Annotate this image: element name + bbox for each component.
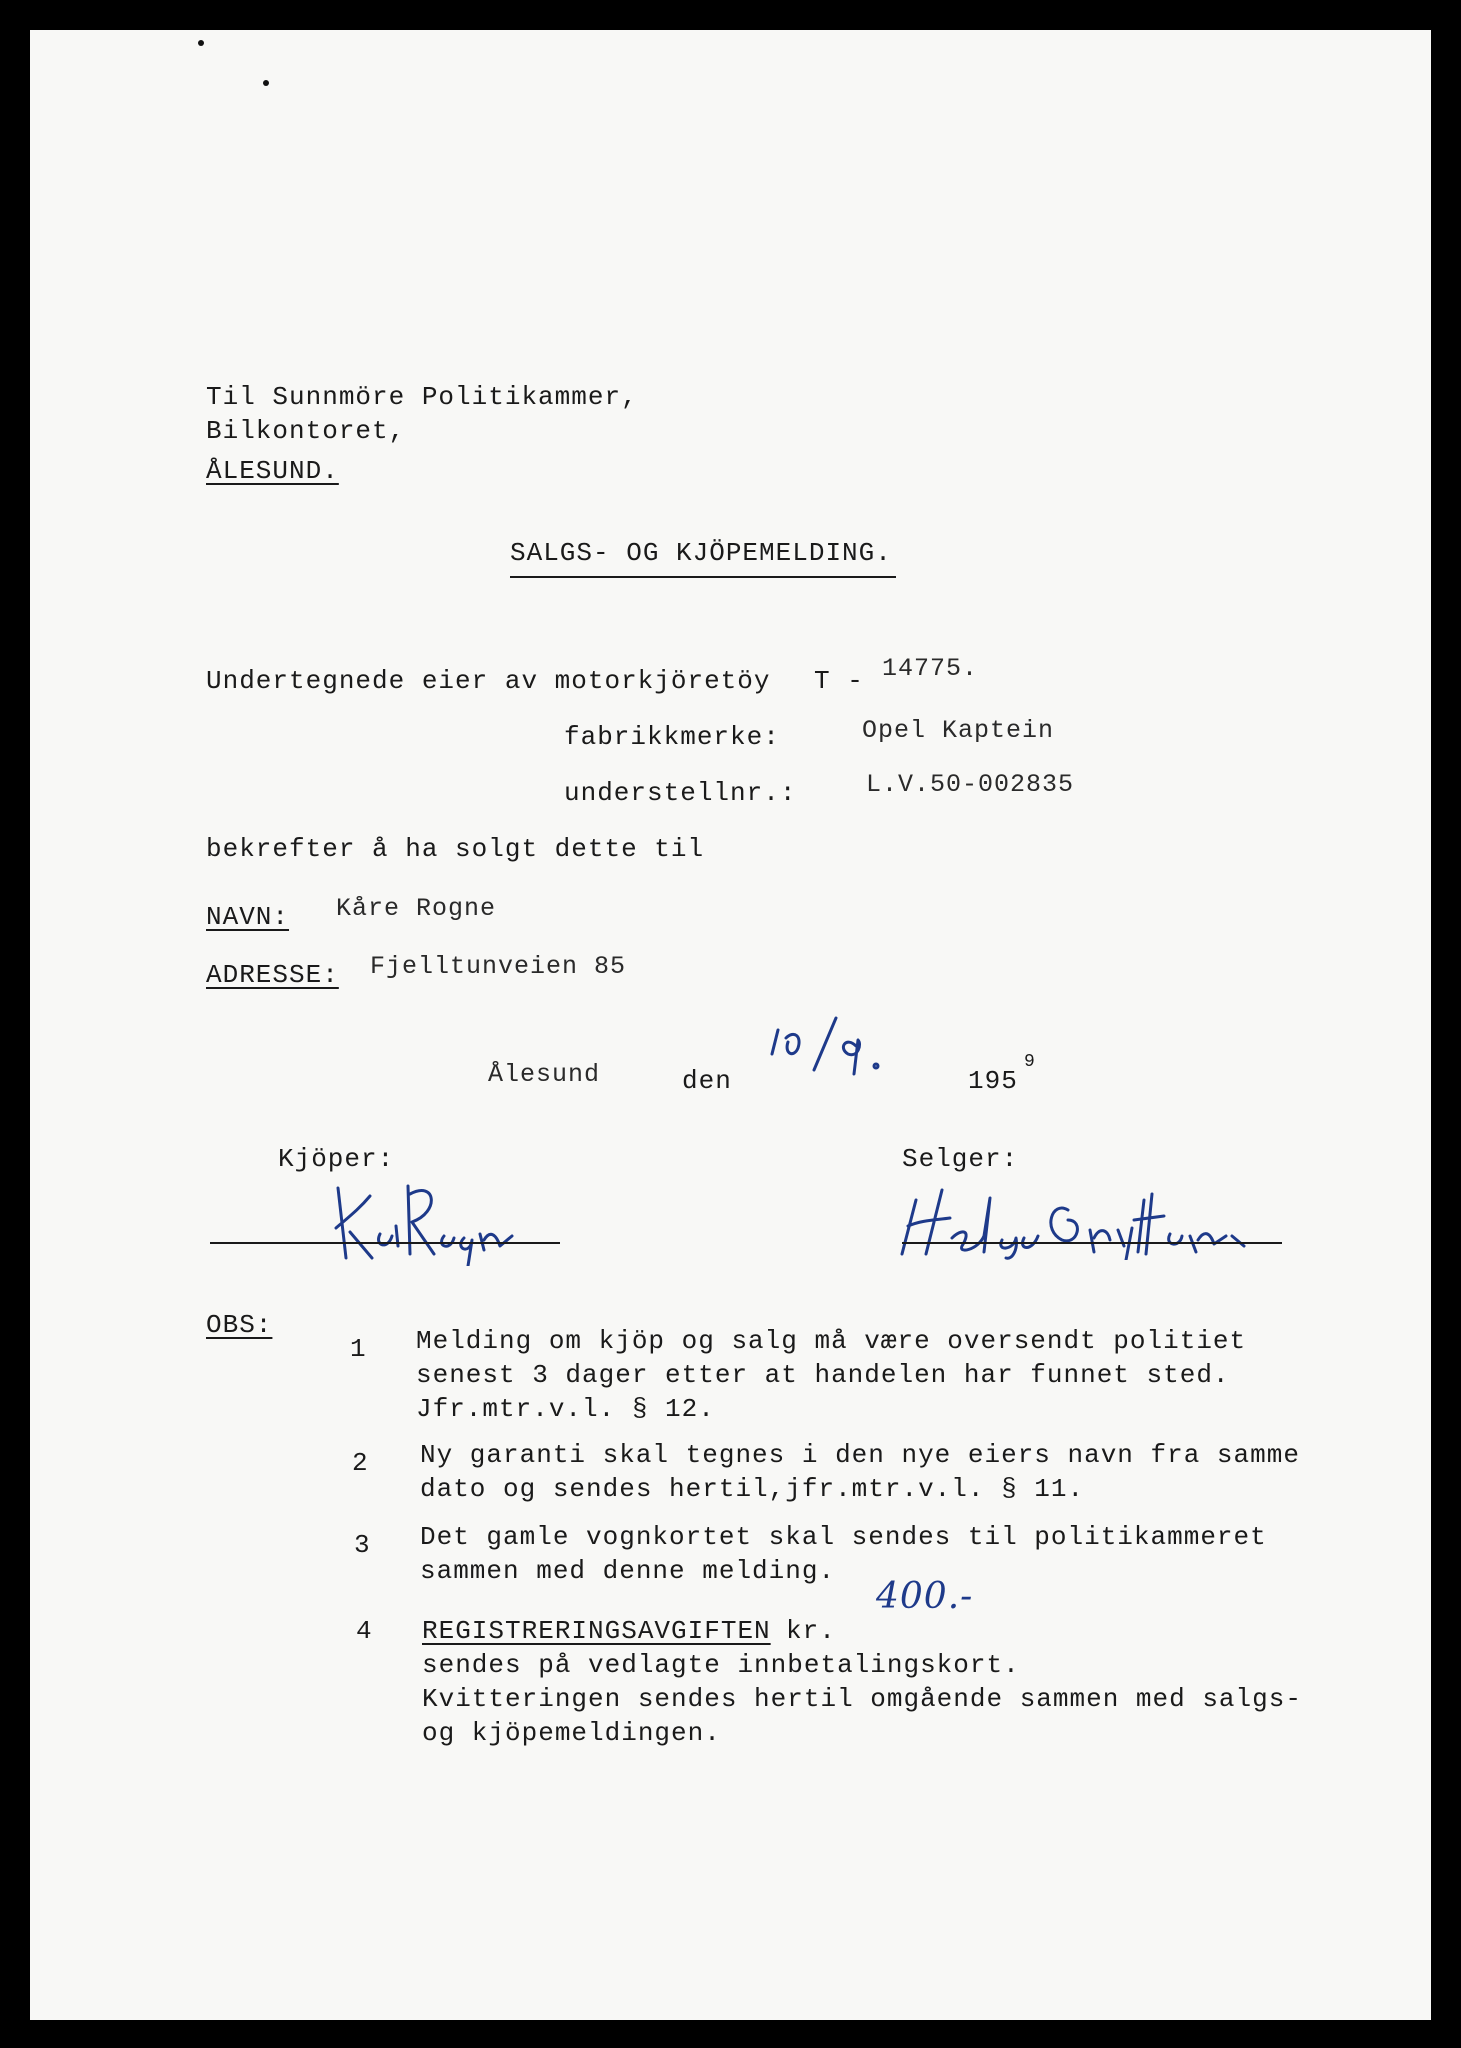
chassis-value: L.V.50-002835 (866, 770, 1075, 799)
obs-item-number: 2 (352, 1448, 369, 1478)
name-label: NAVN: (206, 902, 290, 932)
address-value: Fjelltunveien 85 (370, 952, 627, 981)
date-year-suffix: 9 (1024, 1052, 1036, 1072)
reg-number: 14775. (882, 654, 979, 683)
address-label: ADRESSE: (206, 960, 339, 990)
obs-item-line: Det gamle vognkortet skal sendes til politikammeret (420, 1522, 1267, 1552)
obs-item-line: sammen med denne melding. (420, 1556, 836, 1586)
obs-item-number: 4 (356, 1616, 373, 1646)
registration-fee-heading: REGISTRERINGSAVGIFTEN (422, 1616, 771, 1646)
registration-fee-amount: 400.- (876, 1576, 974, 1617)
document-title: SALGS- OG KJÖPEMELDING. (510, 538, 892, 568)
obs-item-line: Ny garanti skal tegnes i den nye eiers navn fra samme (420, 1440, 1300, 1470)
title-underline (510, 576, 896, 578)
reg-prefix: T - (814, 666, 864, 696)
recipient-line-1: Til Sunnmöre Politikammer, (206, 382, 638, 412)
chassis-label: understellnr.: (564, 778, 797, 808)
obs-label: OBS: (206, 1310, 273, 1340)
buyer-signature-line (210, 1242, 560, 1244)
obs-item-number: 3 (354, 1530, 371, 1560)
obs-item-line: Kvitteringen sendes hertil omgående sammen med salgs- (422, 1684, 1302, 1714)
buyer-signature-label: Kjöper: (278, 1144, 395, 1174)
seller-signature-line (902, 1242, 1282, 1244)
date-place: Ålesund (488, 1060, 601, 1089)
date-year-prefix: 195 (968, 1066, 1018, 1096)
buyer-signature (326, 1176, 526, 1266)
recipient-city: ÅLESUND. (206, 456, 339, 486)
obs-item-line: Jfr.mtr.v.l. § 12. (416, 1394, 715, 1424)
confirm-text: bekrefter å ha solgt dette til (206, 834, 705, 864)
obs-item-line: sendes på vedlagte innbetalingskort. (422, 1650, 1020, 1680)
make-label: fabrikkmerke: (564, 722, 780, 752)
punch-mark (198, 40, 204, 46)
owner-label: Undertegnede eier av motorkjöretöy (206, 666, 771, 696)
punch-mark (263, 80, 269, 86)
obs-item-line: Melding om kjöp og salg må være oversendt politiet (416, 1326, 1247, 1356)
obs-item-number: 1 (350, 1334, 367, 1364)
recipient-line-2: Bilkontoret, (206, 416, 406, 446)
seller-signature-label: Selger: (902, 1144, 1019, 1174)
document-page (30, 30, 1431, 2020)
obs-item-line: dato og sendes hertil,jfr.mtr.v.l. § 11. (420, 1474, 1085, 1504)
date-den: den (682, 1066, 732, 1096)
name-value: Kåre Rogne (336, 894, 497, 923)
registration-fee-currency: kr. (786, 1616, 836, 1646)
handwritten-date (766, 1012, 926, 1092)
obs-item-line: senest 3 dager etter at handelen har funnet sted. (416, 1360, 1230, 1390)
make-value: Opel Kaptein (862, 716, 1055, 745)
seller-signature (892, 1180, 1282, 1260)
obs-item-line: og kjöpemeldingen. (422, 1718, 721, 1748)
